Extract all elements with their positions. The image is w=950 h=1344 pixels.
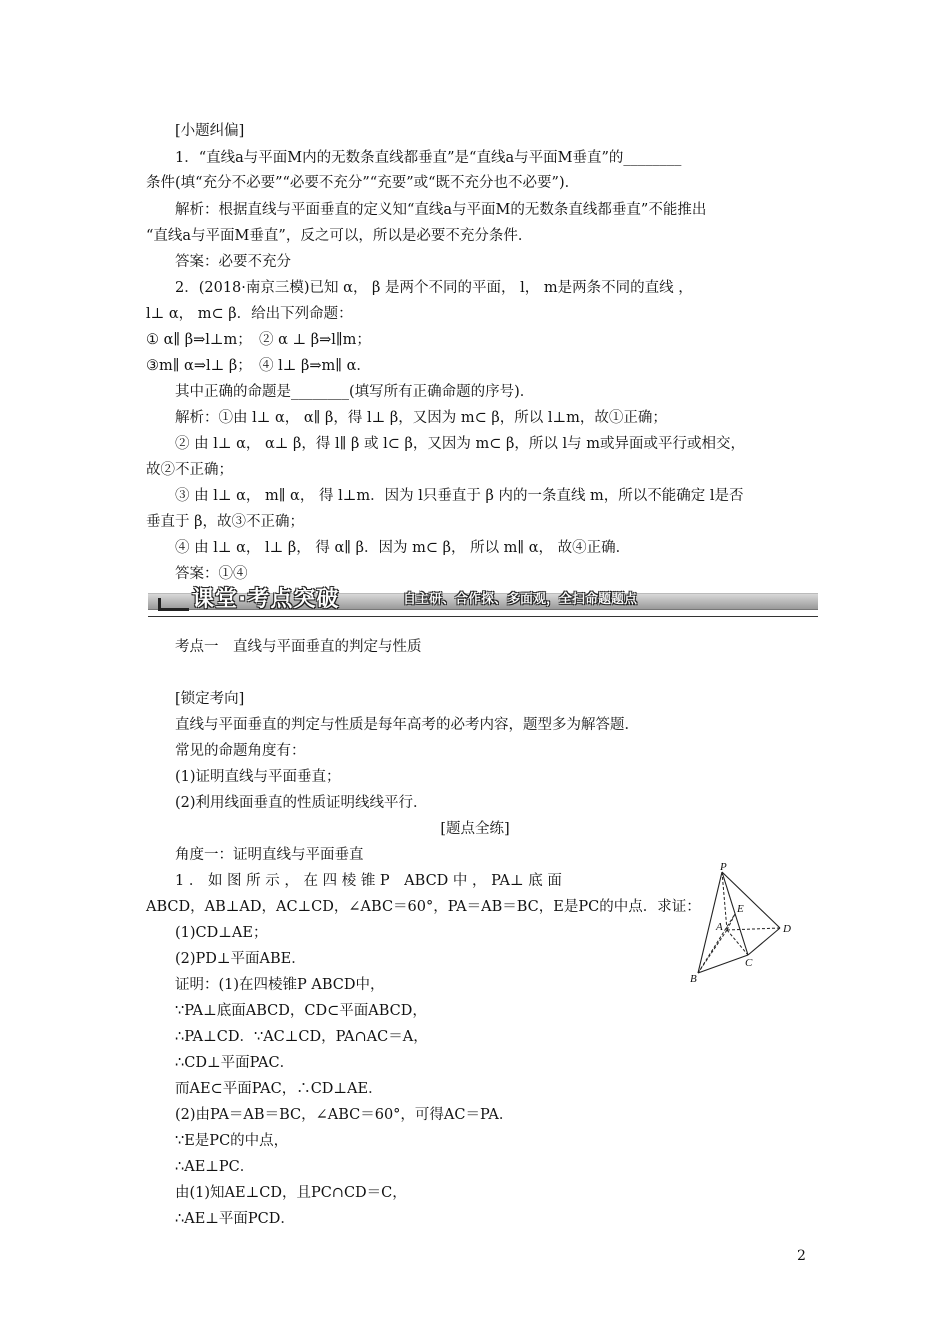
text-line: 由(1)知AE⊥CD，且PC∩CD＝C， [175,1185,407,1201]
label-a: A [716,921,723,933]
text-line: 其中正确的命题是________(填写所有正确命题的序号)． [175,384,535,400]
text-line: (2)PD⊥平面ABE． [175,951,306,967]
text-line: (2)由PA＝AB＝BC，∠ABC＝60°，可得AC＝PA． [175,1107,514,1123]
text-line: l⊥ α， m⊂ β．给出下列命题： [146,306,353,322]
text-line: 解析：根据直线与平面垂直的定义知“直线a与平面M的无数条直线都垂直”不能推出 [175,202,707,218]
text-line: 2．(2018·南京三模)已知 α， β 是两个不同的平面， l， m是两条不同的直线 ， [175,280,693,296]
practice-heading: [题点全练] [440,821,510,837]
text-line: 1．“直线a与平面M内的无数条直线都垂直”是“直线a与平面M垂直”的________ [175,150,682,166]
text-line: ④ 由 l⊥ α， l⊥ β， 得 α∥ β．因为 m⊂ β， 所以 m∥ α， 故④正确． [175,540,631,556]
text-line: ∴PA⊥CD．∵AC⊥CD，PA∩AC＝A， [175,1029,428,1045]
label-e: E [737,903,744,915]
edge-bc [698,955,748,973]
label-c: C [745,957,753,969]
text-line: [小题纠偏] [175,123,245,139]
text-line: (2)利用线面垂直的性质证明线线平行． [175,795,428,811]
text-line: 证明：(1)在四棱锥P ABCD中， [175,977,385,993]
text-line: [锁定考向] [175,691,245,707]
text-line: 答案：①④ [175,566,248,582]
label-p: P [720,861,727,873]
banner-rule [148,616,818,617]
text-line: 答案：必要不充分 [175,254,291,270]
text-line: ∵PA⊥底面ABCD，CD⊂平面ABCD， [175,1003,427,1019]
text-line: 1 ． 如 图 所 示 ， 在 四 棱 锥 P ABCD 中 ， PA⊥ 底 面 [175,873,562,889]
text-line: 而AE⊂平面PAC，∴CD⊥AE． [175,1081,383,1097]
text-line: 故②不正确； [146,462,233,478]
text-line: 考点一 直线与平面垂直的判定与性质 [175,639,422,655]
text-line: 垂直于 β，故③不正确； [146,514,304,530]
text-line: ③m∥ α⇒l⊥ β； ④ l⊥ β⇒m∥ α． [146,358,371,374]
text-line: (1)CD⊥AE； [175,925,268,941]
text-line: ∴AE⊥PC． [175,1159,255,1175]
label-b: B [690,973,697,985]
section-banner [148,588,818,614]
banner-subtitle: 自主研、合作探、多面观，全扫命题题点 [403,592,638,607]
text-line: ② 由 l⊥ α， α⊥ β，得 l∥ β 或 l⊂ β，又因为 m⊂ β，所以 l与 m或异面或平行或相交， [175,436,745,452]
text-line: (1)证明直线与平面垂直； [175,769,341,785]
text-line: ③ 由 l⊥ α， m∥ α， 得 l⊥m．因为 l只垂直于 β 内的一条直线 m，所以不能确定 l是否 [175,488,744,504]
edge-cd [748,928,780,955]
text-line: ∴CD⊥平面PAC． [175,1055,295,1071]
edge-ac [727,930,748,955]
text-line: ∵E是PC的中点， [175,1133,289,1149]
banner-title: 课堂·考点突破 [192,587,340,612]
page-number: 2 [797,1248,806,1264]
label-d: D [783,923,791,935]
text-line: ∴AE⊥平面PCD． [175,1211,295,1227]
text-line: “直线a与平面M垂直”，反之可以，所以是必要不充分条件． [146,228,533,244]
edge-ad [727,928,780,930]
text-line: 角度一：证明直线与平面垂直 [175,847,364,863]
pyramid-figure [690,860,800,985]
text-line: 条件(填“充分不必要”“必要不充分”“充要”或“既不充分也不必要”)． [146,175,580,191]
text-line: ABCD，AB⊥AD，AC⊥CD，∠ABC＝60°，PA＝AB＝BC，E是PC的中点．求证： [146,899,701,915]
text-line: ① α∥ β⇒l⊥m； ② α ⊥ β⇒l∥m； [146,332,371,348]
text-line: 常见的命题角度有： [175,743,306,759]
text-line: 解析：①由 l⊥ α， α∥ β，得 l⊥ β，又因为 m⊂ β，所以 l⊥m，故①正确； [175,410,667,426]
text-line: 直线与平面垂直的判定与性质是每年高考的必考内容，题型多为解答题． [175,717,639,733]
banner-hook-decoration [158,598,189,611]
